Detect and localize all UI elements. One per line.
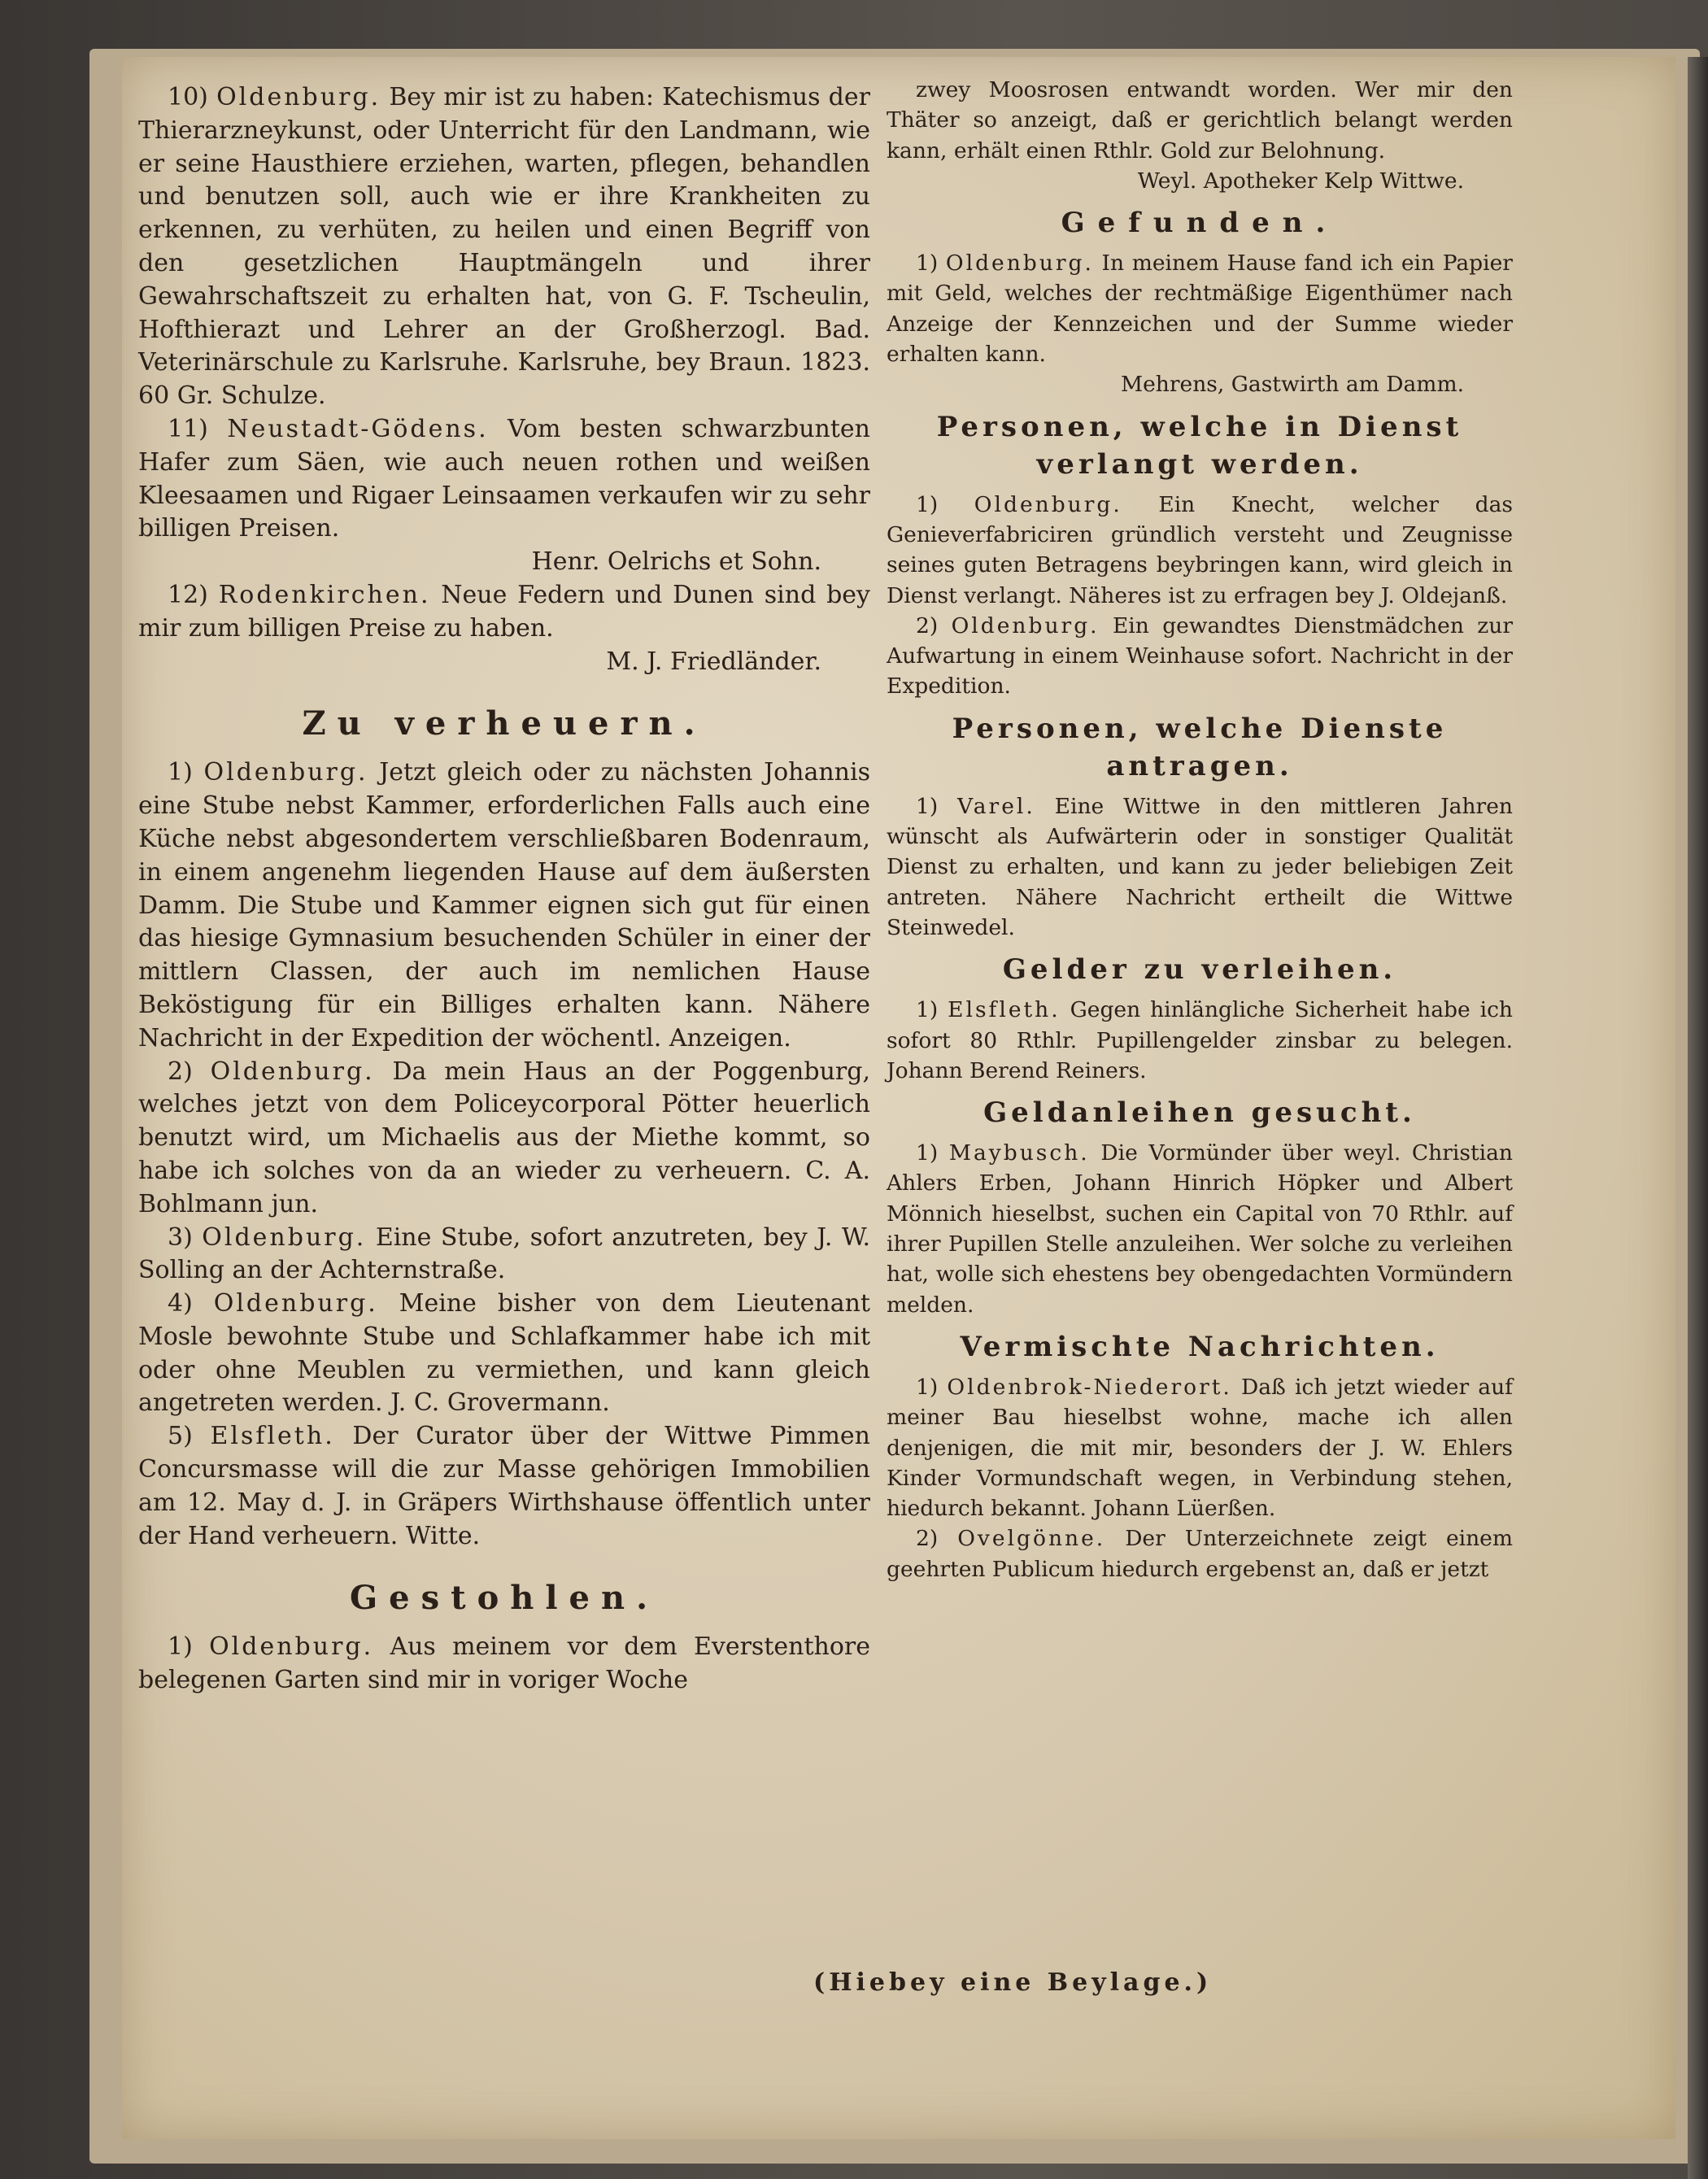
signature: Henr. Oelrichs et Sohn. — [531, 547, 821, 577]
notice-entry — [138, 756, 870, 1055]
notice-entry — [887, 1138, 1513, 1320]
entry-place: Elsfleth. — [948, 997, 1061, 1023]
entry-place: Oldenburg. — [216, 83, 381, 111]
entry-text: Neue Federn und Dunen sind bey mir zum billigen Preise zu haben. — [138, 580, 870, 643]
notice-entry — [138, 1288, 870, 1420]
entry-text: Eine Stube, sofort anzutreten, bey J. W. Solling an der Achternstraße. — [138, 1222, 870, 1285]
entry-text: Bey mir ist zu haben: Katechismus der Thierarzneykunst, oder Unterricht für den Landmann, wie er seine Hausthiere erziehen, warten, pflegen, behandlen und benutzen soll, auch wie er ihre Krankheiten zu erkennen, zu verhüten, zu heilen und einen Begriff von den gesetzlichen Hauptmängeln und ihrer Gewahrschaftszeit zu erhalten hat, von G. F. Tscheulin, Hofthierazt und Lehrer an der Großherzogl. Bad. Veterinärschule zu Karlsruhe. Karlsruhe, bey Braun. 1823. 60 Gr. Schulze. — [138, 83, 870, 411]
entry-number: 1) — [916, 997, 939, 1023]
entry-place: Ovelgönne. — [957, 1526, 1106, 1552]
scan-right-edge — [1688, 57, 1708, 2179]
entry-number: 11) — [168, 414, 208, 443]
notice-entry — [887, 791, 1513, 943]
entry-text: Daß ich jetzt wieder auf meiner Bau hieselbst wohne, mache ich allen denjenigen, die mit mir, besonders der J. W. Ehlers Kinder Vormundschaft wegen, in Verbindung stehen, hiedurch bekannt. Johann Lüerßen. — [887, 1374, 1513, 1522]
entry-place: Oldenburg. — [209, 1632, 374, 1662]
entry-text: Da mein Haus an der Poggenburg, welches jetzt von dem Policeycorporal Pötter heuerlich benutzt wird, um Michaelis aus der Miethe kommt, so habe ich solches von da an wieder zu verheuern. C. A. Bohlmann jun. — [138, 1057, 870, 1218]
entry-number: 1) — [916, 491, 939, 517]
entry-place: Oldenburg. — [945, 251, 1094, 277]
entry-text: Die Vormünder über weyl. Christian Ahlers Erben, Johann Hinrich Höpker und Albert Mönnich hieselbst, suchen ein Capital von 70 Rthlr. auf ihrer Pupillen Stelle anzuleihen. Wer solche zu verleihen hat, wolle sich ehestens bey obengedachten Vormündern melden. — [887, 1140, 1513, 1318]
entry-number: 2) — [916, 1526, 939, 1552]
notice-entry — [887, 248, 1513, 369]
entry-place: Oldenburg. — [213, 1289, 378, 1318]
notice-entry — [887, 490, 1513, 611]
entry-place: Oldenburg. — [974, 491, 1122, 517]
entry-number: 12) — [168, 580, 208, 609]
notice-entry — [138, 1222, 870, 1288]
signature: M. J. Friedländer. — [606, 647, 821, 676]
entry-text: In meinem Hause fand ich ein Papier mit Geld, welches der rechtmäßige Eigenthümer nach Anzeige der Kennzeichen und der Summe wieder erhalten kann. — [887, 251, 1513, 368]
entry-place: Oldenburg. — [202, 1222, 367, 1252]
entry-number: 1) — [916, 251, 939, 277]
section-heading: Gefunden. — [1061, 207, 1339, 240]
entry-place: Neustadt-Gödens. — [227, 414, 489, 443]
section-heading: Gelder zu verleihen. — [1002, 953, 1397, 987]
notice-entry — [138, 1631, 870, 1697]
entry-number: 4) — [168, 1289, 193, 1318]
footer-note: (Hiebey eine Beylage.) — [813, 1968, 1213, 1997]
entry-text: Eine Wittwe in den mittleren Jahren wünscht als Aufwärterin oder in sonstiger Qualität Dienst zu erhalten, und kann zu jeder beliebigen Zeit antreten. Nähere Nachricht ertheilt die Wittwe Steinwedel. — [887, 793, 1513, 940]
entry-number: 2) — [916, 612, 939, 638]
entry-number: 10) — [168, 83, 208, 111]
right-column — [887, 75, 1513, 1584]
notice-entry — [138, 579, 870, 646]
notice-entry — [887, 1372, 1513, 1523]
entry-number: 1) — [168, 758, 193, 787]
section-heading: Vermischte Nachrichten. — [960, 1330, 1440, 1363]
entry-place: Oldenburg. — [951, 612, 1100, 638]
notice-entry — [887, 995, 1513, 1086]
section-heading: Gestohlen. — [349, 1579, 660, 1618]
entry-text: Ein gewandtes Dienstmädchen zur Aufwartung in einem Weinhause sofort. Nachricht in der Expedition. — [887, 612, 1513, 699]
entry-text: Jetzt gleich oder zu nächsten Johannis eine Stube nebst Kammer, erforderlichen Falls auch eine Küche nebst abgesondertem verschließbaren Bodenraum, in einem angenehm liegenden Hause auf dem äußersten Damm. Die Stube und Kammer eignen sich gut für einen das hiesige Gymnasium besuchenden Schüler in einer der mittlern Classen, der auch im nemlichen Hause Beköstigung für ein Billiges erhalten kann. Nähere Nachricht in der Expedition der wöchentl. Anzeigen. — [138, 758, 870, 1052]
entry-place: Oldenburg. — [210, 1057, 375, 1086]
entry-number: 1) — [916, 793, 939, 819]
entry-text: Vom besten schwarzbunten Hafer zum Säen, wie auch neuen rothen und weißen Kleesaamen und Rigaer Leinsaamen verkaufen wir zu sehr billigen Preisen. — [138, 414, 870, 543]
entry-text: Gegen hinlängliche Sicherheit habe ich sofort 80 Rthlr. Pupillengelder zinsbar zu belegen. Johann Berend Reiners. — [887, 997, 1513, 1083]
entry-text: zwey Moosrosen entwandt worden. Wer mir den Thäter so anzeigt, daß er gerichtlich belangt werden kann, erhält einen Rthlr. Gold zur Belohnung. — [887, 77, 1513, 163]
entry-text: Ein Knecht, welcher das Genieverfabriciren gründlich versteht und Zeugnisse seines guten Betragens beybringen kann, wird gleich in Dienst verlangt. Näheres ist zu erfragen bey J. Oldejanß. — [887, 491, 1513, 608]
entry-text: Der Curator über der Wittwe Pimmen Concursmasse will die zur Masse gehörigen Immobilien am 12. May d. J. in Gräpers Wirthshause öffentlich unter der Hand verheuern. Witte. — [138, 1422, 870, 1550]
notice-entry — [138, 1056, 870, 1222]
entry-place: Varel. — [957, 793, 1035, 819]
entry-number: 1) — [168, 1632, 193, 1662]
signature: Mehrens, Gastwirth am Damm. — [1120, 372, 1464, 398]
entry-number: 3) — [168, 1222, 193, 1252]
entry-text: Der Unterzeichnete zeigt einem geehrten Publicum hiedurch ergebenst an, daß er jetzt — [887, 1526, 1513, 1582]
entry-continued — [887, 75, 1513, 166]
entry-number: 1) — [916, 1140, 939, 1166]
entry-text: Meine bisher von dem Lieutenant Mosle bewohnte Stube und Schlafkammer habe ich mit oder ohne Meublen zu vermiethen, und kann gleich angetreten werden. J. C. Grovermann. — [138, 1289, 870, 1418]
entry-text: Aus meinem vor dem Everstenthore belegenen Garten sind mir in voriger Woche — [138, 1632, 870, 1695]
entry-place: Rodenkirchen. — [218, 580, 431, 609]
signature: Weyl. Apotheker Kelp Wittwe. — [1137, 168, 1464, 194]
entry-number: 5) — [168, 1422, 193, 1451]
notice-entry — [887, 611, 1513, 702]
entry-number: 1) — [916, 1374, 939, 1400]
entry-place: Elsfleth. — [210, 1422, 335, 1451]
notice-entry — [138, 81, 870, 413]
section-heading: Geldanleihen gesucht. — [983, 1096, 1416, 1130]
left-column — [138, 81, 870, 1697]
section-heading: Personen, welche in Dienst verlangt werden. — [936, 410, 1463, 481]
entry-place: Maybusch. — [948, 1140, 1090, 1166]
notice-entry — [138, 413, 870, 546]
section-heading: Personen, welche Dienste antragen. — [952, 712, 1448, 782]
notice-entry — [138, 1420, 870, 1553]
section-heading: Zu verheuern. — [302, 704, 707, 743]
entry-place: Oldenbrok-Niederort. — [947, 1374, 1232, 1400]
entry-place: Oldenburg. — [203, 758, 368, 787]
entry-number: 2) — [168, 1057, 193, 1086]
notice-entry — [887, 1523, 1513, 1584]
